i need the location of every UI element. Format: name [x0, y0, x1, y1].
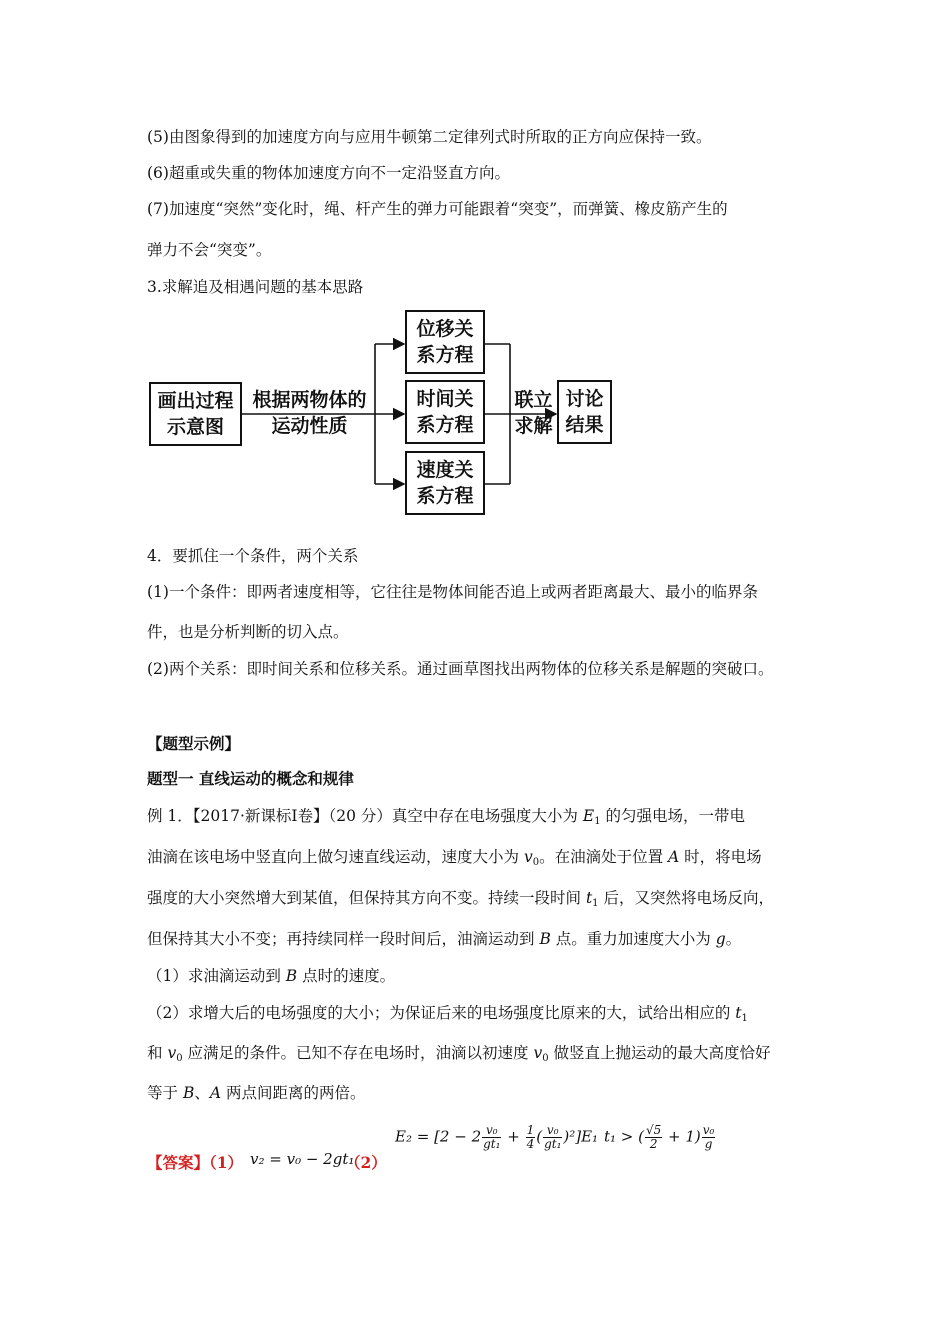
box-draw-process-line2: 示意图 — [166, 416, 224, 438]
section-4-p1-line2: 件，也是分析判断的切入点。 — [147, 623, 349, 641]
note-7-line1: (7)加速度“突然”变化时，绳、杆产生的弹力可能跟着“突变”，而弹簧、橡皮筋产生的 — [147, 200, 728, 218]
answer-formula-2: E₂ = [2 − 2 $\frac{\text{v₀}}{\text{gt₁}}$ + $\frac{1}{4}$ ( $\frac{\text{v₀}}{\text{gt₁}}$ )²]E₁ — [395, 1123, 599, 1151]
answer-label — [147, 1153, 243, 1173]
section-4-p2: (2)两个关系：即时间关系和位移关系。通过画草图找出两物体的位移关系是解题的突破口。 — [147, 660, 774, 678]
box-displacement-line2: 系方程 — [416, 344, 474, 366]
box-velocity-line2: 系方程 — [416, 485, 474, 507]
label-motion-nature — [247, 387, 372, 439]
example-1-question-2-line3: 等于 B、A 两点间距离的两倍。 — [147, 1084, 366, 1102]
box-velocity-line1: 速度关 — [416, 459, 474, 481]
example-1-line4: 但保持其大小不变；再持续同样一段时间后，油滴运动到 B 点。重力加速度大小为 g。 — [147, 930, 742, 948]
example-1-question-1: （1）求油滴运动到 B 点时的速度。 — [147, 967, 396, 985]
label-solve-together — [511, 387, 556, 439]
box-time-line1: 时间关 — [416, 388, 474, 410]
answer-formula-1: v₂ = v₀ − 2gt₁ — [250, 1150, 355, 1168]
examples-header: 【题型示例】 — [147, 734, 241, 753]
answer-label-text: 【答案】 — [147, 1153, 210, 1172]
box-velocity-eq — [405, 451, 485, 515]
box-draw-process-line1: 画出过程 — [157, 390, 234, 412]
example-1-line2: 油滴在该电场中竖直向上做匀速直线运动，速度大小为 $v_0$。在油滴处于位置 A 时，将电场 — [147, 848, 762, 868]
section-4-title: 4．要抓住一个条件，两个关系 — [147, 547, 359, 565]
label-motion-nature-line1: 根据两物体的 — [252, 389, 367, 411]
box-displacement-line1: 位移关 — [416, 318, 474, 340]
answer-part-2-label: （2） — [345, 1153, 387, 1172]
example-1-question-2-line2: 和 $v_0$ 应满足的条件。已知不存在电场时，油滴以初速度 $v_0$ 做竖直上抛运动的最大高度恰好 — [147, 1044, 771, 1064]
box-displacement-eq — [405, 310, 485, 374]
label-solve-line2: 求解 — [514, 415, 553, 437]
box-time-line2: 系方程 — [416, 414, 474, 436]
section-4-p1-line1: (1)一个条件：即两者速度相等，它往往是物体间能否追上或两者距离最大、最小的临界条 — [147, 583, 758, 601]
example-1-line3: 强度的大小突然增大到某值，但保持其方向不变。持续一段时间 $t_1$ 后，又突然将电场反向， — [147, 889, 774, 909]
box-discuss-result — [557, 380, 612, 444]
box-time-eq — [405, 380, 485, 444]
section-3-title: 3.求解追及相遇问题的基本思路 — [147, 278, 364, 296]
answer-part-1-label: （1） — [209, 1153, 244, 1172]
box-discuss-line2: 结果 — [565, 414, 604, 436]
example-1-line1: 例 1．【2017·新课标Ⅰ卷】（20 分）真空中存在电场强度大小为 $E_1$ 的匀强电场，一带电 — [147, 807, 746, 827]
box-draw-process — [149, 382, 242, 446]
type-one-heading: 题型一 直线运动的概念和规律 — [147, 769, 354, 788]
answer-formula-3: t₁ > ( $\frac{√5}{2}$ + 1) $\frac{\text{v₀}}{g}$ — [604, 1123, 715, 1151]
note-6: (6)超重或失重的物体加速度方向不一定沿竖直方向。 — [147, 164, 510, 182]
example-1-question-2-line1: （2）求增大后的电场强度的大小；为保证后来的电场强度比原来的大，试给出相应的 $t_1$ — [147, 1004, 748, 1024]
box-discuss-line1: 讨论 — [565, 388, 604, 410]
label-solve-line1: 联立 — [514, 389, 553, 411]
note-5: (5)由图象得到的加速度方向与应用牛顿第二定律列式时所取的正方向应保持一致。 — [147, 128, 712, 146]
label-motion-nature-line2: 运动性质 — [271, 415, 348, 437]
note-7-line2: 弹力不会“突变”。 — [147, 241, 272, 259]
